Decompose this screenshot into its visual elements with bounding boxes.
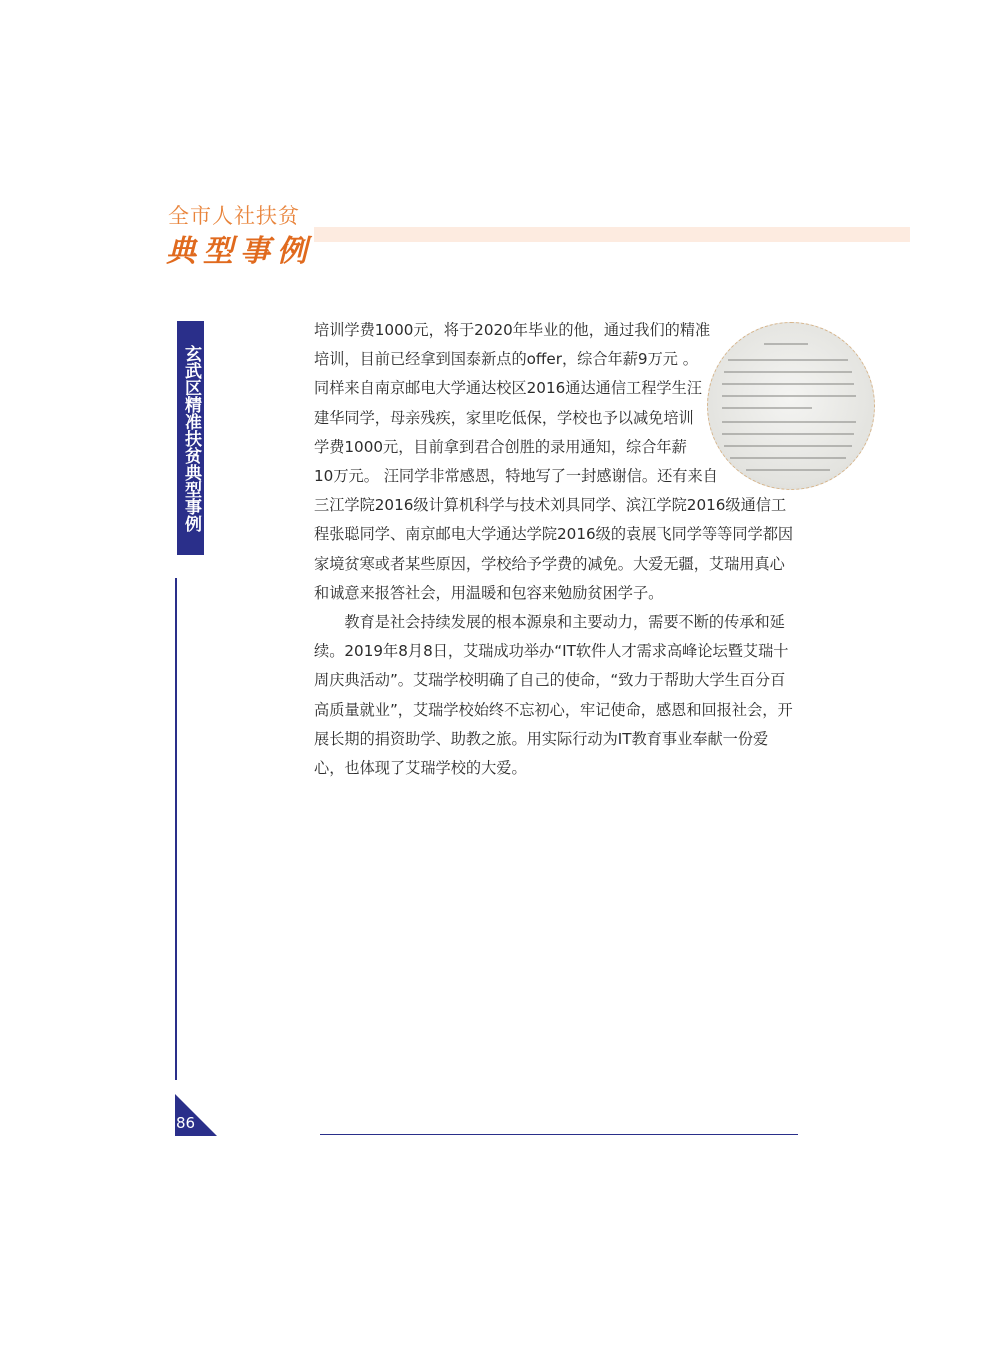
paragraph-2: 教育是社会持续发展的根本源泉和主要动力，需要不断的传承和延续。2019年8月8日，艾瑞成功举办“IT软件人才需求高峰论坛暨艾瑞十周庆典活动”。艾瑞学校明确了自己的使命，“致力于帮助大学生百分百高质量就业”，艾瑞学校始终不忘初心，牢记使命，感恩和回报社会，开展长期的捐资助学、助教之旅。用实际行动为IT教育事业奉献一份爱心，也体现了艾瑞学校的大爱。 <box>314 613 793 778</box>
photo-wrap-space <box>710 318 880 486</box>
paragraph-1: 培训学费1000元，将于2020年毕业的他，通过我们的精准培训，目前已经拿到国泰新点的offer，综合年薪9万元 。同样来自南京邮电大学通达校区2016通达通信工程学生汪建华同学，母亲残疾，家里吃低保，学校也予以减免培训学费1000元，目前拿到君合创胜的录用通知，综合年薪10万元。 汪同学非常感恩，特地写了一封感谢信。还有来自三江学院2016级计算机科学与技术刘具同学、滨江学院2016级通信工程张聪同学、南京邮电大学通达学院2016级的袁展飞同学等等同学都因家境贫寒或者某些原因，学校给予学费的减免。大爱无疆，艾瑞用真心和诚意来报答社会，用温暖和包容来勉励贫困学子。 <box>314 321 794 602</box>
article-body <box>314 316 798 783</box>
header-band <box>314 227 910 242</box>
series-title: 全市人社扶贫 <box>168 204 300 228</box>
side-tab-label: 玄武区精准扶贫典型事例 <box>181 344 201 532</box>
page-number: 86 <box>176 1114 196 1132</box>
footer-rule <box>320 1134 798 1135</box>
side-tab <box>177 321 204 555</box>
side-rule <box>175 578 177 1080</box>
section-title: 典型事例 <box>166 234 314 269</box>
